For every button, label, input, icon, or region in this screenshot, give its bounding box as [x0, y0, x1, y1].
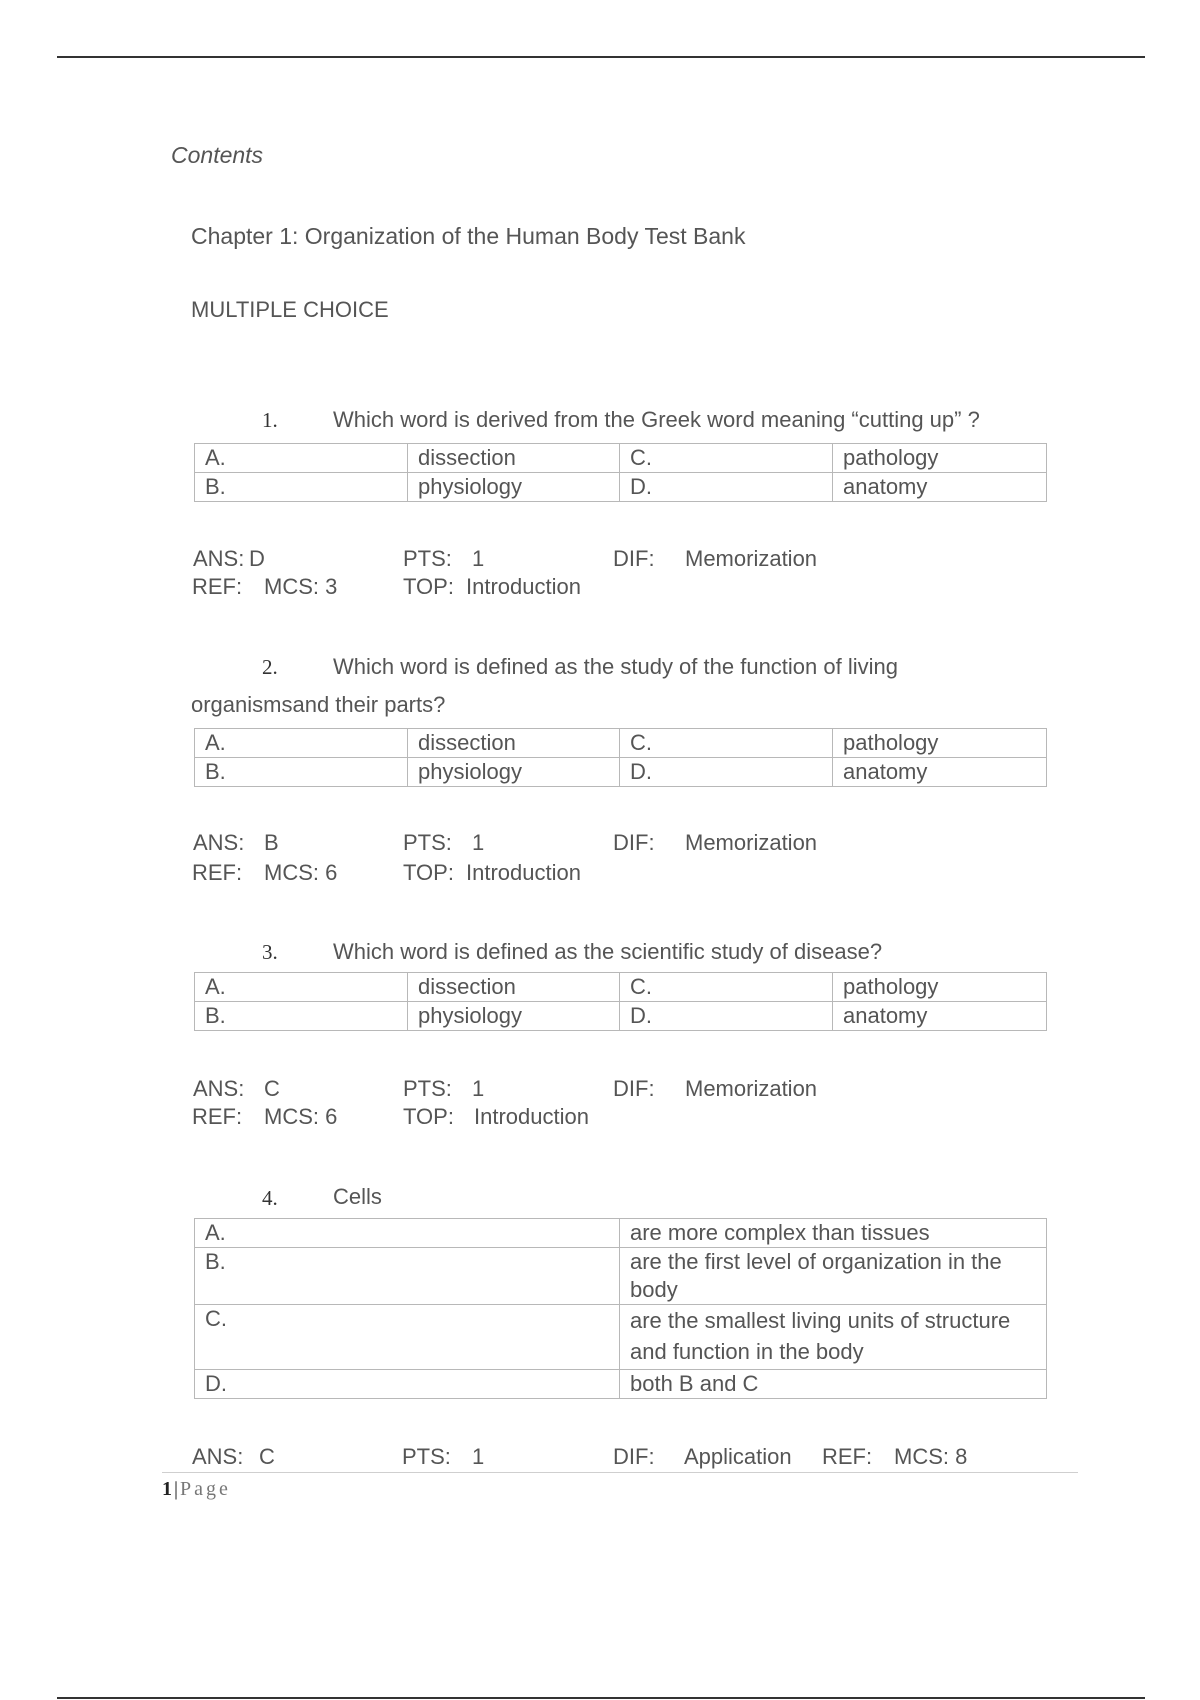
page-label: Page — [180, 1478, 231, 1500]
ans-label: ANS: — [193, 546, 245, 571]
option-letter: D. — [195, 1370, 620, 1399]
pts-value: 1 — [472, 546, 485, 571]
pts-value: 1 — [472, 1444, 485, 1469]
ans-label: ANS: — [193, 830, 245, 855]
page-number: 1 — [162, 1478, 172, 1500]
option-text: pathology — [833, 729, 1047, 758]
top-label: TOP: — [403, 574, 454, 599]
option-letter: D. — [620, 1002, 833, 1031]
ref-label: REF: — [192, 1104, 243, 1129]
dif-value: Memorization — [685, 1076, 818, 1101]
options-table — [194, 972, 1047, 1031]
ref-value: MCS: 3 — [264, 574, 338, 599]
pts-label: PTS: — [403, 546, 452, 571]
option-text — [620, 1248, 1047, 1305]
ref-value: MCS: 6 — [264, 860, 338, 885]
pts-label: PTS: — [403, 1076, 452, 1101]
ans-value: B — [264, 830, 279, 855]
option-letter: A. — [195, 444, 408, 473]
option-text — [620, 1305, 1047, 1370]
ans-label: ANS: — [192, 1444, 244, 1469]
ref-value: MCS: 6 — [264, 1104, 338, 1129]
ans-value: C — [264, 1076, 280, 1101]
table-row — [195, 1248, 1047, 1305]
option-text: anatomy — [833, 1002, 1047, 1031]
option-letter: B. — [195, 1248, 620, 1305]
option-text: dissection — [408, 729, 620, 758]
option-text-line: body — [630, 1277, 678, 1302]
option-text: dissection — [408, 444, 620, 473]
option-letter: B. — [195, 758, 408, 787]
option-text: anatomy — [833, 758, 1047, 787]
dif-label: DIF: — [613, 830, 655, 855]
dif-value: Application — [684, 1444, 792, 1469]
ref-label: REF: — [192, 860, 243, 885]
option-letter: C. — [620, 729, 833, 758]
option-text: physiology — [408, 1002, 620, 1031]
table-row — [195, 1002, 1047, 1031]
table-row — [195, 973, 1047, 1002]
dif-label: DIF: — [613, 1444, 655, 1469]
pts-label: PTS: — [402, 1444, 451, 1469]
option-text: are more complex than tissues — [620, 1219, 1047, 1248]
options-table — [194, 728, 1047, 787]
option-letter: C. — [620, 444, 833, 473]
table-row — [195, 444, 1047, 473]
question-text: Which word is defined as the study of the function of living — [333, 654, 898, 679]
top-label: TOP: — [403, 860, 454, 885]
pts-label: PTS: — [403, 830, 452, 855]
option-text: dissection — [408, 973, 620, 1002]
top-value: Introduction — [466, 860, 581, 885]
footer-separator: | — [174, 1478, 179, 1500]
page-footer — [162, 1478, 231, 1501]
option-text: physiology — [408, 473, 620, 502]
table-row — [195, 1370, 1047, 1399]
question-text-continued: organismsand their parts? — [191, 692, 446, 717]
ref-label: REF: — [822, 1444, 873, 1469]
ans-value: C — [259, 1444, 275, 1469]
option-letter: C. — [620, 973, 833, 1002]
option-text: physiology — [408, 758, 620, 787]
option-text-line: are the smallest living units of structure — [630, 1308, 1011, 1333]
question-text: Which word is derived from the Greek word meaning “cutting up” ? — [333, 407, 980, 432]
pts-value: 1 — [472, 1076, 485, 1101]
top-rule — [57, 56, 1145, 58]
option-text: anatomy — [833, 473, 1047, 502]
option-text: both B and C — [620, 1370, 1047, 1399]
option-letter: C. — [195, 1305, 620, 1370]
question-text: Which word is defined as the scientific study of disease? — [333, 939, 883, 964]
table-row — [195, 473, 1047, 502]
dif-label: DIF: — [613, 1076, 655, 1101]
dif-value: Memorization — [685, 830, 818, 855]
ans-label: ANS: — [193, 1076, 245, 1101]
question-number: 1. — [262, 408, 278, 432]
option-letter: B. — [195, 473, 408, 502]
option-letter: A. — [195, 1219, 620, 1248]
option-text: pathology — [833, 444, 1047, 473]
options-table — [194, 1218, 1047, 1399]
chapter-title: Chapter 1: Organization of the Human Body Test Bank — [191, 223, 746, 249]
ref-label: REF: — [192, 574, 243, 599]
option-letter: A. — [195, 973, 408, 1002]
options-table — [194, 443, 1047, 502]
question-number: 3. — [262, 940, 278, 964]
table-row — [195, 1305, 1047, 1370]
question-number: 4. — [262, 1186, 278, 1210]
footer-divider — [162, 1472, 1078, 1473]
section-title: MULTIPLE CHOICE — [191, 297, 389, 322]
ans-value: D — [249, 546, 265, 571]
ref-value: MCS: 8 — [894, 1444, 968, 1469]
dif-value: Memorization — [685, 546, 818, 571]
option-text-line: and function in the body — [630, 1339, 864, 1364]
top-value: Introduction — [474, 1104, 589, 1129]
option-letter: B. — [195, 1002, 408, 1031]
table-row — [195, 758, 1047, 787]
contents-label: Contents — [171, 142, 264, 168]
dif-label: DIF: — [613, 546, 655, 571]
option-letter: A. — [195, 729, 408, 758]
option-letter: D. — [620, 473, 833, 502]
pts-value: 1 — [472, 830, 485, 855]
question-text: Cells — [333, 1184, 382, 1209]
top-label: TOP: — [403, 1104, 454, 1129]
bottom-rule — [57, 1697, 1145, 1699]
option-text-line: are the first level of organization in the — [630, 1249, 1002, 1274]
question-number: 2. — [262, 655, 278, 679]
option-letter: D. — [620, 758, 833, 787]
option-text: pathology — [833, 973, 1047, 1002]
table-row — [195, 1219, 1047, 1248]
top-value: Introduction — [466, 574, 581, 599]
table-row — [195, 729, 1047, 758]
